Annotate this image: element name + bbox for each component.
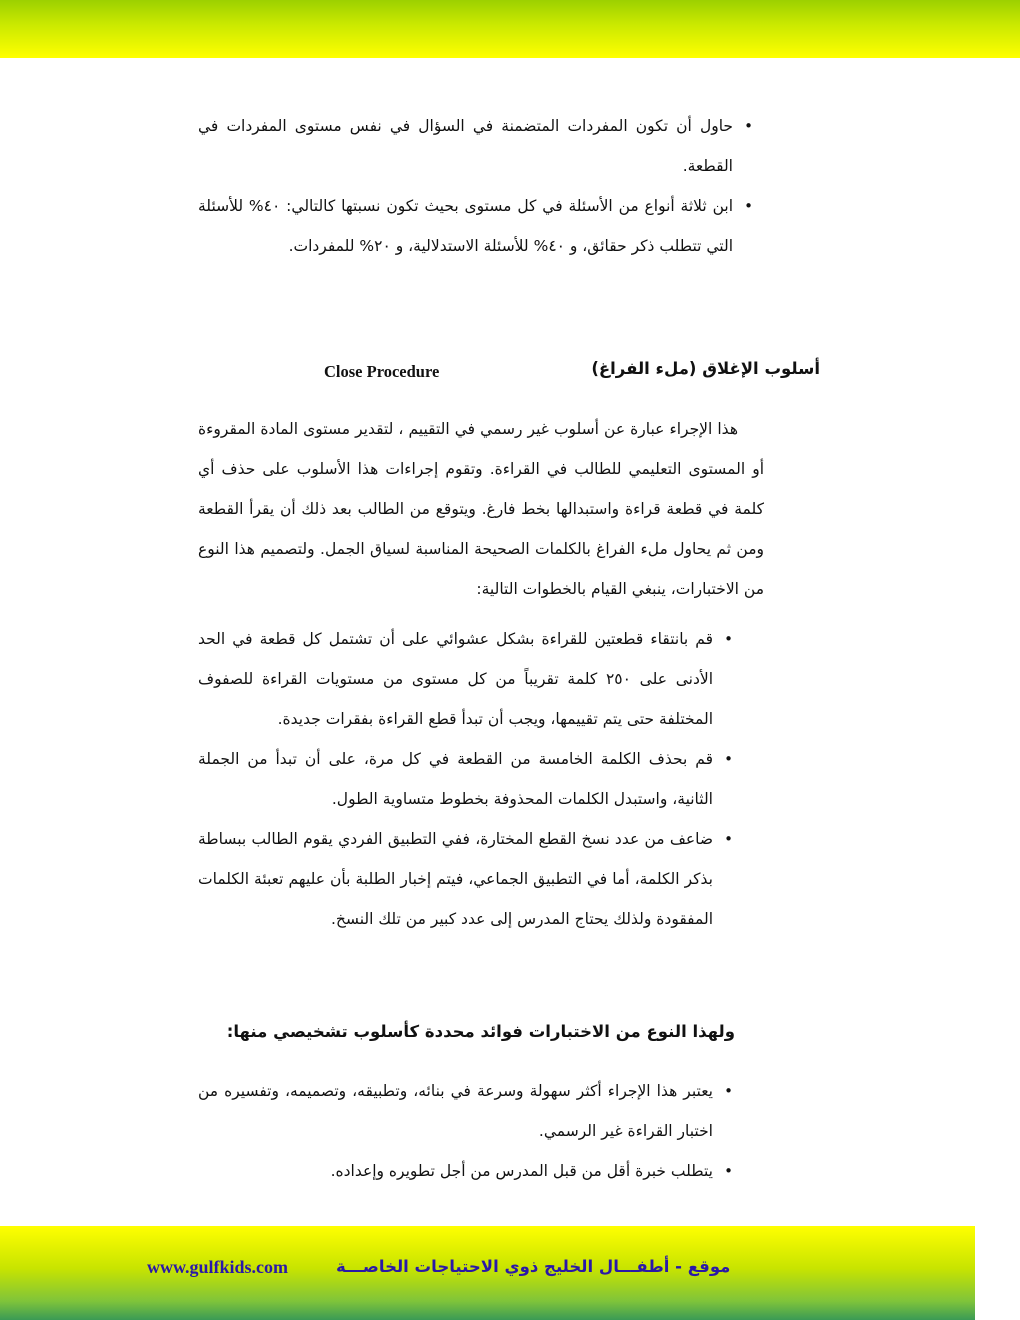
footer-url-link[interactable]: www.gulfkids.com [147,1257,289,1277]
intro-bullet-list [198,106,755,266]
section-paragraph: هذا الإجراء عبارة عن أسلوب غير رسمي في التقييم ، لتقدير مستوى المادة المقروءة أو المستوى التعليمي للطالب في القراءة. وتقوم إجراءات هذا الأسلوب على حذف أي كلمة في قطعة قراءة واستبدالها بخط فارغ. ويتوقع من الطالب بعد ذلك أن يقرأ القطعة ومن ثم يحاول ملء الفراغ بالكلمات الصحيحة المناسبة لسياق الجمل. ولتصميم هذا النوع من الاختبارات، ينبغي القيام بالخطوات التالية: [198,420,764,598]
list-item: • حاول أن تكون المفردات المتضمنة في السؤال في نفس مستوى المفردات في القطعة. [198,106,755,186]
benefits-block [198,1071,735,1191]
benefits-list [198,1071,735,1191]
list-item: • قم بحذف الكلمة الخامسة من القطعة في كل مرة، على أن تبدأ من الجملة الثانية، واستبدل الكلمات المحذوفة بخطوط متساوية الطول. [198,739,735,819]
steps-block [198,619,735,939]
section-title-arabic: أسلوب الإغلاق (ملء الفراغ) [591,359,820,378]
list-item: • يتطلب خبرة أقل من قبل المدرس من أجل تطويره وإعداده. [198,1151,735,1191]
list-item: • ضاعف من عدد نسخ القطع المختارة، ففي التطبيق الفردي يقوم الطالب ببساطة بذكر الكلمة، أما في التطبيق الجماعي، فيتم إخبار الطلبة بأن عليهم تعبئة الكلمات المفقودة ولذلك يحتاج المدرس إلى عدد كبير من تلك النسخ. [198,819,735,939]
intro-bullets-block [198,106,755,266]
section-paragraph-block [198,409,764,609]
list-item: • يعتبر هذا الإجراء أكثر سهولة وسرعة في بنائه، وتطبيقه، وتصميمه، وتفسيره من اختبار القراءة غير الرسمي. [198,1071,735,1151]
list-item: • ابن ثلاثة أنواع من الأسئلة في كل مستوى بحيث تكون نسبتها كالتالي: ٤٠% للأسئلة التي تتطلب ذكر حقائق، و ٤٠% للأسئلة الاستدلالية، و ٢٠% للمفردات. [198,186,755,266]
list-item: • قم بانتقاء قطعتين للقراءة بشكل عشوائي على أن تشتمل كل قطعة في الحد الأدنى على ٢٥٠ كلمة تقريباً من كل مستوى من مستويات القراءة للصفوف المختلفة حتى يتم تقييمها، ويجب أن تبدأ قطع القراءة بفقرات جديدة. [198,619,735,739]
section-title-english: Close Procedure [324,362,440,381]
header-decorative-band [0,0,1020,58]
steps-list [198,619,735,939]
benefits-heading: ولهذا النوع من الاختبارات فوائد محددة كأسلوب تشخيصي منها: [226,1022,735,1041]
footer-site-name: موقع - أطفـــال الخليج ذوي الاحتياجات الخاصـــة [336,1257,731,1276]
